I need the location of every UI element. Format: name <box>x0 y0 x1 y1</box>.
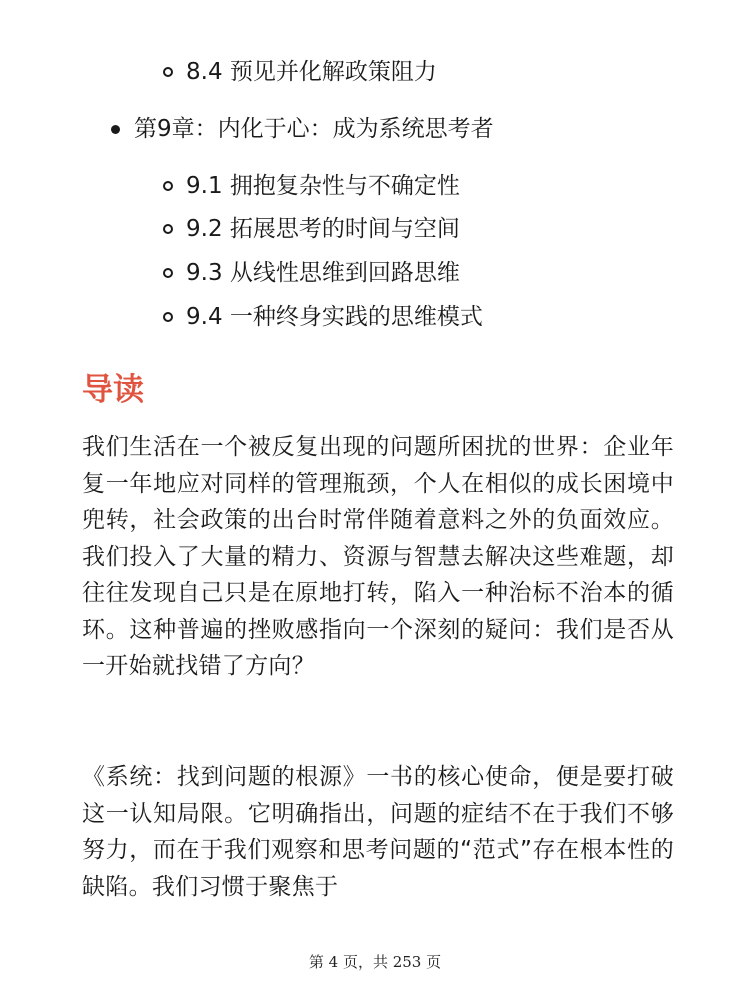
hollow-bullet-icon <box>163 181 173 191</box>
hollow-bullet-icon <box>163 224 173 234</box>
body-paragraph-2: 《系统：找到问题的根源》一书的核心使命，便是要打破这一认知局限。它明确指出，问题的症结不在于我们不够努力，而在于我们观察和思考问题的“范式”存在根本性的缺陷。我们习惯于聚焦于 <box>82 764 674 900</box>
page-number-label: 第 4 页，共 253 页 <box>308 953 442 971</box>
hollow-bullet-icon <box>163 312 173 322</box>
toc-item-label: 9.2 拓展思考的时间与空间 <box>186 216 460 242</box>
toc-chapter-9 <box>111 114 494 144</box>
toc-item-9-2 <box>163 214 460 244</box>
toc-item-label: 9.3 从线性思维到回路思维 <box>186 260 460 286</box>
toc-item-8-4 <box>163 57 437 87</box>
page-footer <box>0 952 750 972</box>
toc-item-9-4 <box>163 302 483 332</box>
toc-item-9-1 <box>163 171 460 201</box>
toc-item-label: 8.4 预见并化解政策阻力 <box>186 59 437 85</box>
toc-item-label: 9.4 一种终身实践的思维模式 <box>186 304 483 330</box>
toc-item-9-3 <box>163 258 460 288</box>
filled-bullet-icon <box>111 125 120 134</box>
body-paragraph-1: 我们生活在一个被反复出现的问题所困扰的世界：企业年复一年地应对同样的管理瓶颈，个人在相似的成长困境中兜转，社会政策的出台时常伴随着意料之外的负面效应。我们投入了大量的精力、资源与智慧去解决这些难题，却往往发现自己只是在原地打转，陷入一种治标不治本的循环。这种普遍的挫败感指向一个深刻的疑问：我们是否从一开始就找错了方向？ <box>82 434 674 679</box>
toc-chapter-label: 第9章：内化于心：成为系统思考者 <box>134 116 494 142</box>
section-heading: 导读 <box>82 372 144 408</box>
hollow-bullet-icon <box>163 67 173 77</box>
hollow-bullet-icon <box>163 268 173 278</box>
toc-item-label: 9.1 拥抱复杂性与不确定性 <box>186 173 460 199</box>
